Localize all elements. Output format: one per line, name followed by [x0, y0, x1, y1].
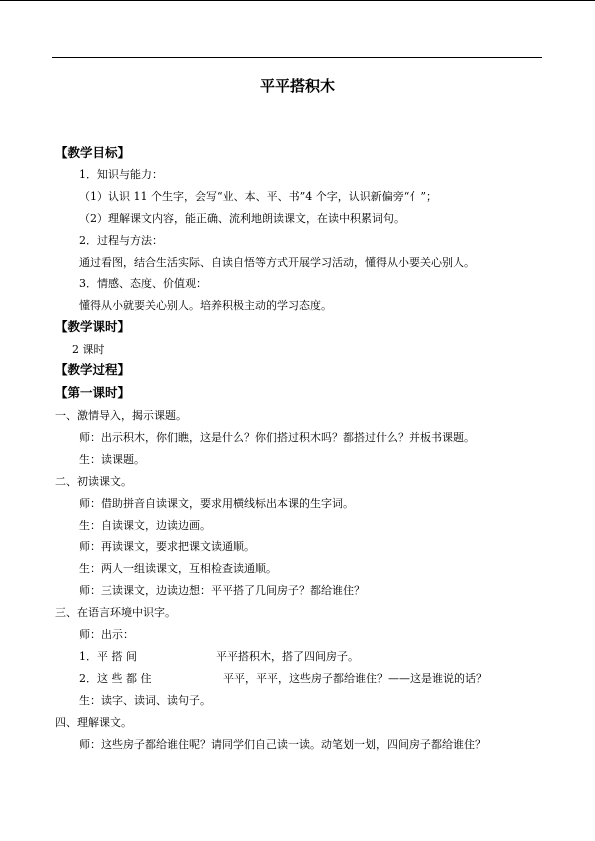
- heading-teaching-hours: 【教学课时】: [55, 319, 131, 334]
- header-rule: [52, 57, 542, 58]
- goal-3-text: 懂得从小就要关心别人。培养积极主动的学习态度。: [79, 299, 332, 312]
- heading-teaching-process: 【教学过程】: [55, 362, 131, 377]
- step-2-line-3: 师：再读课文，要求把课文读通顺。: [79, 540, 255, 553]
- step-1-title: 一、激情导入，揭示课题。: [55, 409, 187, 422]
- goal-1-item-1: （1）认识 11 个生字，会写“业、本、平、书”4 个字，认识新偏旁“亻”；: [79, 190, 437, 203]
- teaching-hours-text: 2 课时: [72, 343, 105, 356]
- heading-teaching-goals: 【教学目标】: [55, 145, 131, 160]
- step-3-line-4: 生：读字、读词、读句子。: [79, 694, 211, 707]
- step-2-line-5: 师：三读课文，边读边想：平平搭了几间房子？都给谁住？: [79, 584, 365, 597]
- step-2-title: 二、初读课文。: [55, 475, 132, 488]
- step-1-line-1: 师：出示积木，你们瞧，这是什么？你们搭过积木吗？都搭过什么？并板书课题。: [79, 431, 475, 444]
- step-1-line-2: 生：读课题。: [79, 453, 145, 466]
- step-2-line-4: 生：两人一组读课文，互相检查读通顺。: [79, 562, 277, 575]
- goal-1-item-2: （2）理解课文内容，能正确、流利地朗读课文，在读中积累词句。: [79, 212, 405, 225]
- page-top-border: [0, 0, 595, 1]
- step-3-title: 三、在语言环境中识字。: [55, 606, 176, 619]
- goal-1-title: 1．知识与能力：: [79, 168, 163, 181]
- goal-2-title: 2．过程与方法：: [79, 234, 163, 247]
- step-3-line-2-sentence: 平平搭积木，搭了四间房子。: [216, 650, 359, 663]
- step-4-title: 四、理解课文。: [55, 716, 132, 729]
- step-3-line-3-chars: 2．这 些 都 住: [79, 672, 152, 685]
- goal-3-title: 3．情感、态度、价值观：: [79, 277, 207, 290]
- step-3-line-3-sentence: 平平，平平，这些房子都给谁住？——这是谁说的话？: [223, 672, 487, 685]
- goal-2-text: 通过看图，结合生活实际、自读自悟等方式开展学习活动，懂得从小要关心别人。: [79, 256, 475, 269]
- step-2-line-2: 生：自读课文，边读边画。: [79, 519, 211, 532]
- step-3-line-1: 师：出示：: [79, 628, 134, 641]
- heading-first-lesson: 【第一课时】: [55, 385, 131, 400]
- document-title: 平平搭积木: [259, 77, 335, 95]
- step-4-line-1: 师：这些房子都给谁住呢？请同学们自己读一读。动笔划一划，四间房子都给谁住？: [79, 738, 486, 751]
- step-3-line-2-chars: 1．平 搭 间: [79, 650, 137, 663]
- step-2-line-1: 师：借助拼音自读课文，要求用横线标出本课的生字词。: [79, 497, 354, 510]
